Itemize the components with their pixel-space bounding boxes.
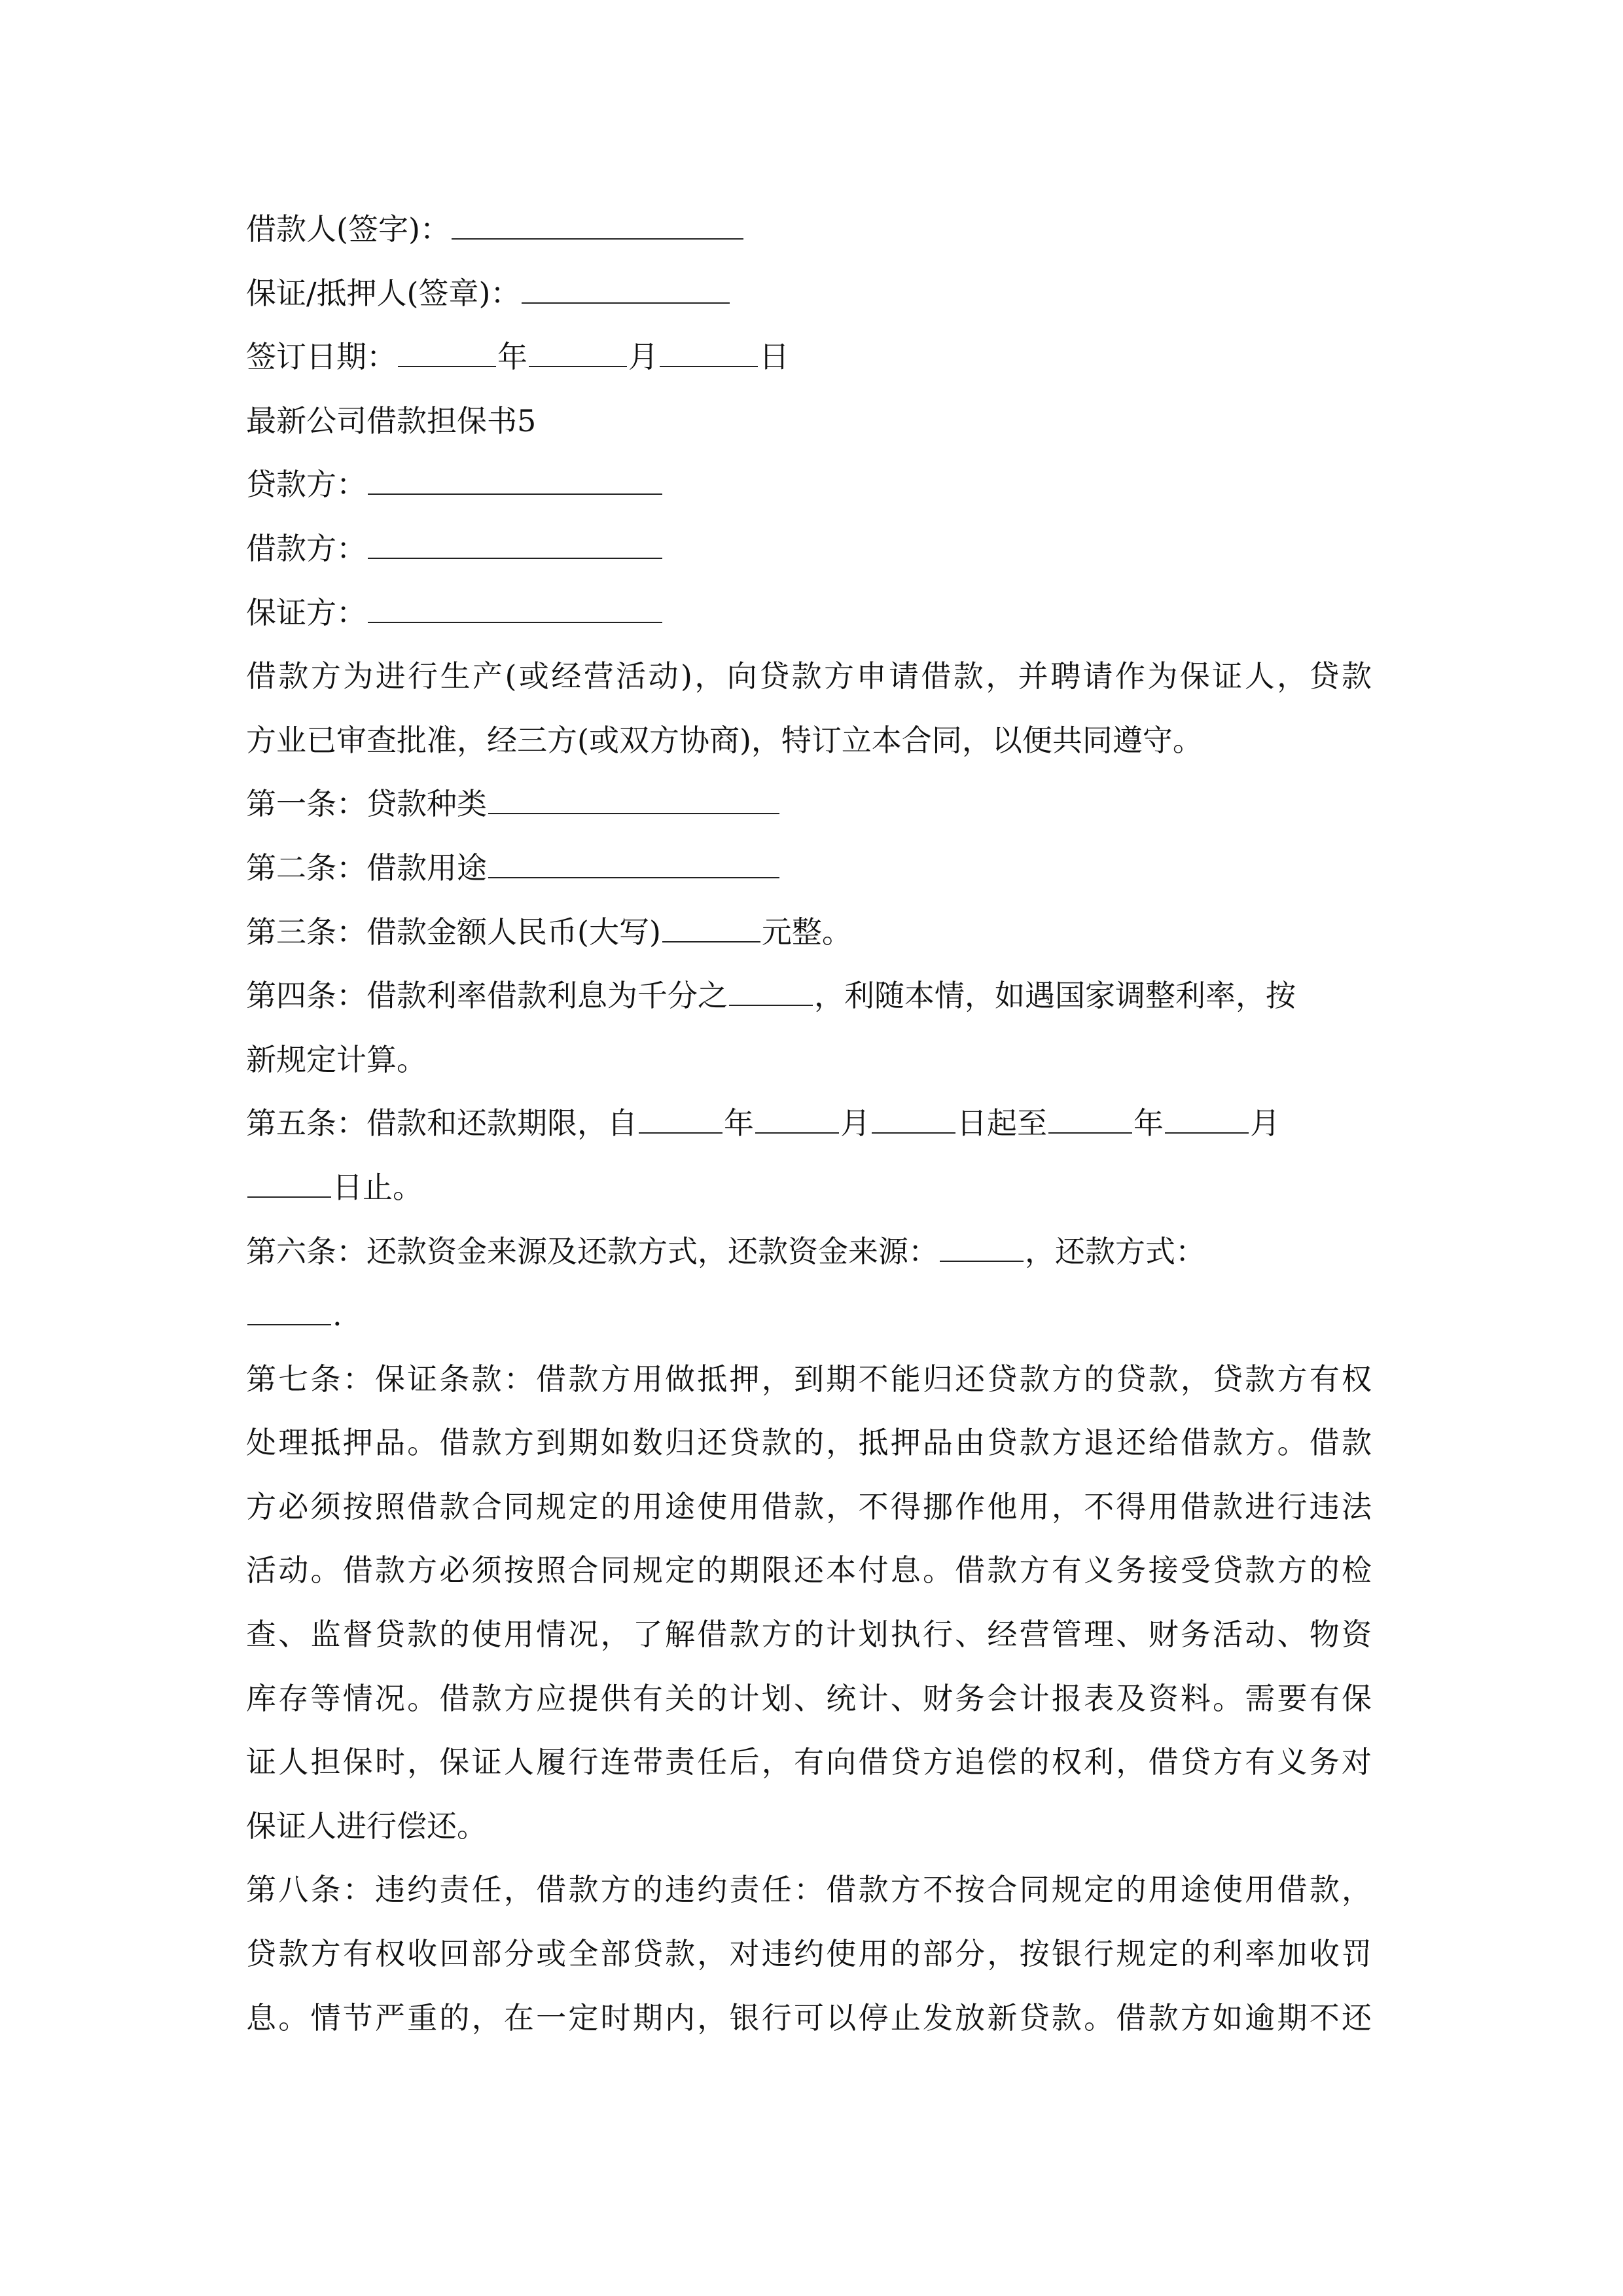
article-4-rate-blank[interactable] (729, 1004, 813, 1006)
from-day-label: 日起至 (957, 1105, 1047, 1141)
article-5-start-year-blank[interactable] (639, 1132, 722, 1134)
article-6 (246, 1220, 1372, 1284)
borrower-signature-label: 借款人(签字)： (246, 211, 450, 247)
month-label: 月 (1250, 1105, 1280, 1141)
article-5-end-year-blank[interactable] (1048, 1132, 1132, 1134)
article-5-line-2 (246, 1156, 1372, 1220)
party-borrower-blank[interactable] (368, 557, 662, 559)
signing-month-blank[interactable] (529, 365, 627, 367)
article-3-amount-blank[interactable] (662, 941, 760, 942)
article-6-method-blank[interactable] (247, 1323, 331, 1325)
article-7-line: 第七条：保证条款：借款方用做抵押，到期不能归还贷款方的贷款，贷款方有权 (246, 1361, 1372, 1397)
article-5-end-month-blank[interactable] (1165, 1132, 1249, 1134)
article-6-text: 第六条：还款资金来源及还款方式，还款资金来源： (246, 1233, 938, 1269)
article-2 (246, 836, 1372, 901)
day-label: 日 (759, 339, 789, 375)
article-7-line: 查、监督贷款的使用情况，了解借款方的计划执行、经营管理、财务活动、物资 (246, 1617, 1372, 1653)
article-8-line: 第八条：违约责任，借款方的违约责任：借款方不按合同规定的用途使用借款， (246, 1872, 1372, 1908)
party-lender-line (246, 453, 1372, 517)
article-7-line: 证人担保时，保证人履行连带责任后，有向借贷方追偿的权利，借贷方有义务对 (246, 1744, 1372, 1780)
article-5-start-day-blank[interactable] (872, 1132, 955, 1134)
article-4-text: 第四条：借款利率借款利息为千分之 (246, 978, 728, 1014)
article-5-end: 日止。 (332, 1169, 423, 1205)
month-label: 月 (840, 1105, 870, 1141)
article-1-blank[interactable] (488, 812, 779, 814)
party-guarantor-blank[interactable] (368, 621, 662, 623)
section-title: 最新公司借款担保书5 (246, 403, 537, 439)
article-3-suffix: 元整。 (761, 914, 852, 950)
article-2-text: 第二条：借款用途 (246, 850, 487, 886)
article-7-line: 方必须按照借款合同规定的用途使用借款，不得挪作他用，不得用借款进行违法 (246, 1488, 1372, 1524)
article-6-line-2 (246, 1283, 1372, 1348)
party-lender-label: 贷款方： (246, 467, 366, 503)
document-page (246, 198, 1372, 2050)
party-lender-blank[interactable] (368, 493, 662, 495)
article-2-blank[interactable] (488, 876, 779, 878)
article-7-line: 库存等情况。借款方应提供有关的计划、统计、财务会计报表及资料。需要有保 (246, 1680, 1372, 1716)
article-1 (246, 772, 1372, 836)
article-5-start-month-blank[interactable] (755, 1132, 839, 1134)
year-label: 年 (497, 339, 527, 375)
article-3 (246, 901, 1372, 965)
article-6-source-blank[interactable] (940, 1260, 1024, 1262)
preamble-line: 借款方为进行生产(或经营活动)，向贷款方申请借款，并聘请作为保证人，贷款 (246, 658, 1372, 694)
borrower-signature-line (246, 198, 1372, 262)
signing-date-label: 签订日期： (246, 339, 397, 375)
article-7-line: 保证人进行偿还。 (246, 1808, 487, 1844)
borrower-signature-blank[interactable] (452, 238, 743, 240)
party-guarantor-line (246, 581, 1372, 645)
article-8-line: 息。情节严重的，在一定时期内，银行可以停止发放新贷款。借款方如逾期不还 (246, 2000, 1372, 2036)
preamble-line: 方业已审查批准，经三方(或双方协商)，特订立本合同，以便共同遵守。 (246, 722, 1203, 758)
year-label: 年 (1133, 1105, 1164, 1141)
party-borrower-label: 借款方： (246, 530, 366, 566)
month-label: 月 (628, 339, 658, 375)
article-6-mid: ，还款方式： (1025, 1233, 1205, 1269)
article-4-line-2: 新规定计算。 (246, 1041, 427, 1077)
party-guarantor-label: 保证方： (246, 594, 366, 630)
article-5-end-day-blank[interactable] (247, 1196, 331, 1198)
guarantor-signature-label: 保证/抵押人(签章)： (246, 275, 521, 311)
article-7-line: 活动。借款方必须按照合同规定的期限还本付息。借款方有义务接受贷款方的检 (246, 1552, 1372, 1588)
signing-day-blank[interactable] (660, 365, 758, 367)
guarantor-signature-line (246, 262, 1372, 326)
article-1-text: 第一条：贷款种类 (246, 786, 487, 822)
article-5 (246, 1092, 1372, 1156)
year-label: 年 (724, 1105, 754, 1141)
article-4 (246, 964, 1372, 1028)
article-5-text: 第五条：借款和还款期限，自 (246, 1105, 637, 1141)
party-borrower-line (246, 517, 1372, 581)
article-3-text: 第三条：借款金额人民币(大写) (246, 914, 661, 950)
article-6-end: . (332, 1297, 342, 1333)
signing-date-line (246, 325, 1372, 389)
signing-year-blank[interactable] (398, 365, 496, 367)
article-8-line: 贷款方有权收回部分或全部贷款，对违约使用的部分，按银行规定的利率加收罚 (246, 1936, 1372, 1972)
guarantor-signature-blank[interactable] (522, 302, 730, 304)
article-7-line: 处理抵押品。借款方到期如数归还贷款的，抵押品由贷款方退还给借款方。借款 (246, 1425, 1372, 1461)
article-4-suffix: ，利随本情，如遇国家调整利率，按 (814, 978, 1296, 1014)
